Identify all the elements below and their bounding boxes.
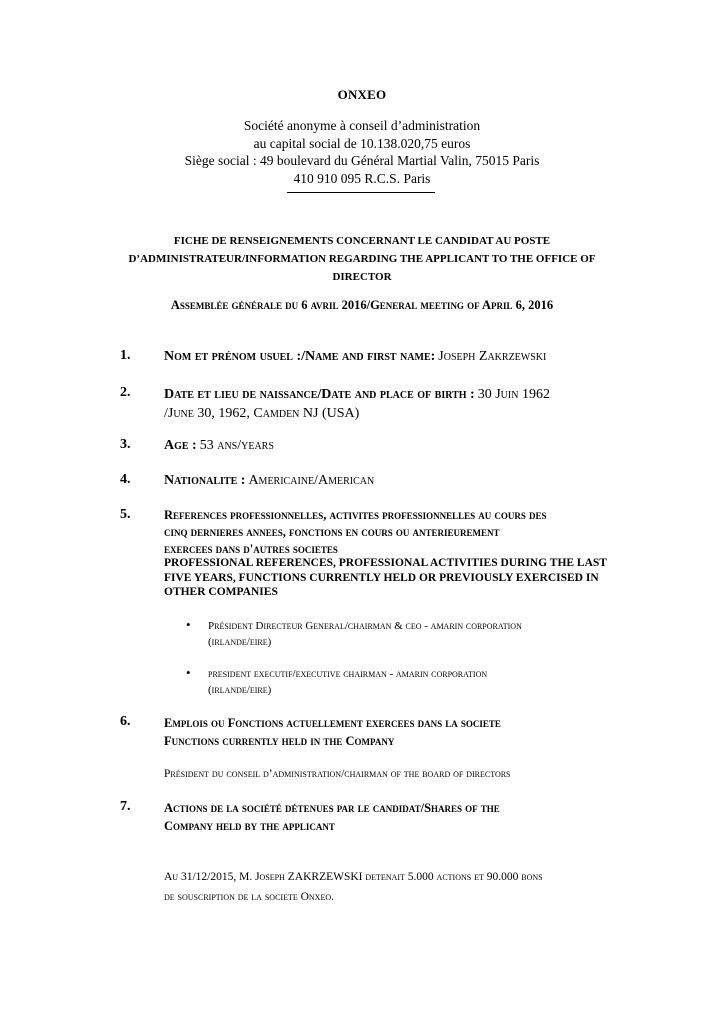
separator-line bbox=[287, 192, 435, 193]
paragraph-line: de souscription de la societe Onxeo. bbox=[164, 891, 334, 903]
legal-form: Société anonyme à conseil d’administration bbox=[243, 118, 481, 133]
item-label: Nationalite : bbox=[164, 473, 246, 488]
registered-office: Siège social : 49 boulevard du Général Martial Valin, 75015 Paris bbox=[184, 153, 540, 168]
rcs-number: 410 910 095 R.C.S. Paris bbox=[293, 170, 431, 186]
item-value: Americaine/American bbox=[248, 473, 375, 488]
item-number: 4. bbox=[120, 472, 131, 487]
company-name: ONXEO bbox=[337, 87, 387, 102]
item-body bbox=[164, 472, 654, 489]
item-label bbox=[164, 507, 654, 558]
item-shares-text bbox=[164, 867, 654, 907]
item-label-line: Emplois ou Fonctions actuellement exercees dans la societe bbox=[164, 716, 501, 730]
bullet-icon: • bbox=[186, 617, 191, 632]
bullet-line: (irlande/eire) bbox=[208, 684, 272, 696]
bullet-line: president executif/executive chairman - amarin corporation bbox=[208, 668, 488, 680]
item-body bbox=[164, 437, 654, 454]
item-label-line: References professionnelles, activites professionnelles au cours des bbox=[164, 508, 547, 522]
bullet-text bbox=[208, 618, 658, 650]
item-number: 5. bbox=[120, 507, 131, 522]
item-number: 3. bbox=[120, 437, 131, 452]
form-title-line-3: DIRECTOR bbox=[332, 271, 392, 283]
item-value: 53 ans/years bbox=[199, 438, 274, 453]
item-label-line: FIVE YEARS, FUNCTIONS CURRENTLY HELD OR PREVIOUSLY EXERCISED IN bbox=[164, 571, 599, 584]
item-label-line: cinq dernieres annees, fonctions en cours ou anterieurement bbox=[164, 525, 500, 539]
item-label-en bbox=[164, 556, 654, 600]
item-label bbox=[164, 799, 654, 835]
item-number: 6. bbox=[120, 714, 131, 729]
item-number: 1. bbox=[120, 348, 131, 363]
item-label-line: Actions de la société détenues par le candidat/Shares of the bbox=[164, 801, 500, 815]
item-body bbox=[164, 385, 654, 423]
bullet-icon: • bbox=[186, 665, 191, 680]
item-value-cont: /June 30, 1962, Camden NJ (USA) bbox=[164, 406, 360, 421]
paragraph-line: Au 31/12/2015, M. Joseph ZAKRZEWSKI detenait 5.000 actions et 90.000 bons bbox=[164, 871, 543, 883]
bullet-text bbox=[208, 666, 658, 698]
item-functions-value: Président du conseil d’administration/chairman of the board of directors bbox=[164, 768, 511, 780]
item-label-line: Functions currently held in the Company bbox=[164, 734, 395, 748]
item-label: Date et lieu de naissance/Date and place of birth : bbox=[164, 387, 475, 402]
bullet-line: Président Directeur General/chairman & ceo - amarin corporation bbox=[208, 620, 522, 632]
item-label bbox=[164, 714, 654, 750]
item-label-line: exercees dans d'autres societes bbox=[164, 542, 338, 556]
item-label-line: Company held by the applicant bbox=[164, 819, 335, 833]
item-value: Joseph Zakrzewski bbox=[438, 349, 547, 364]
item-label: Age : bbox=[164, 438, 197, 453]
item-value: 30 Juin 1962 bbox=[477, 387, 550, 402]
item-number: 7. bbox=[120, 799, 131, 814]
item-label-line: OTHER COMPANIES bbox=[164, 586, 278, 598]
form-title-line-1: FICHE DE RENSEIGNEMENTS CONCERNANT LE CANDIDAT AU POSTE bbox=[173, 235, 551, 247]
meeting-title: Assemblée générale du 6 avril 2016/General meeting of April 6, 2016 bbox=[170, 298, 554, 312]
item-label: Nom et prénom usuel :/Name and first name: bbox=[164, 349, 436, 364]
bullet-line: (irlande/eire) bbox=[208, 636, 272, 648]
item-label-line: PROFESSIONAL REFERENCES, PROFESSIONAL ACTIVITIES DURING THE LAST bbox=[164, 557, 607, 569]
share-capital: au capital social de 10.138.020,75 euros bbox=[253, 135, 471, 151]
item-number: 2. bbox=[120, 385, 131, 400]
item-body bbox=[164, 348, 654, 365]
company-legal-block bbox=[0, 117, 724, 187]
form-title bbox=[0, 232, 724, 286]
form-title-line-2: D’ADMINISTRATEUR/INFORMATION REGARDING THE APPLICANT TO THE OFFICE OF bbox=[128, 253, 596, 265]
